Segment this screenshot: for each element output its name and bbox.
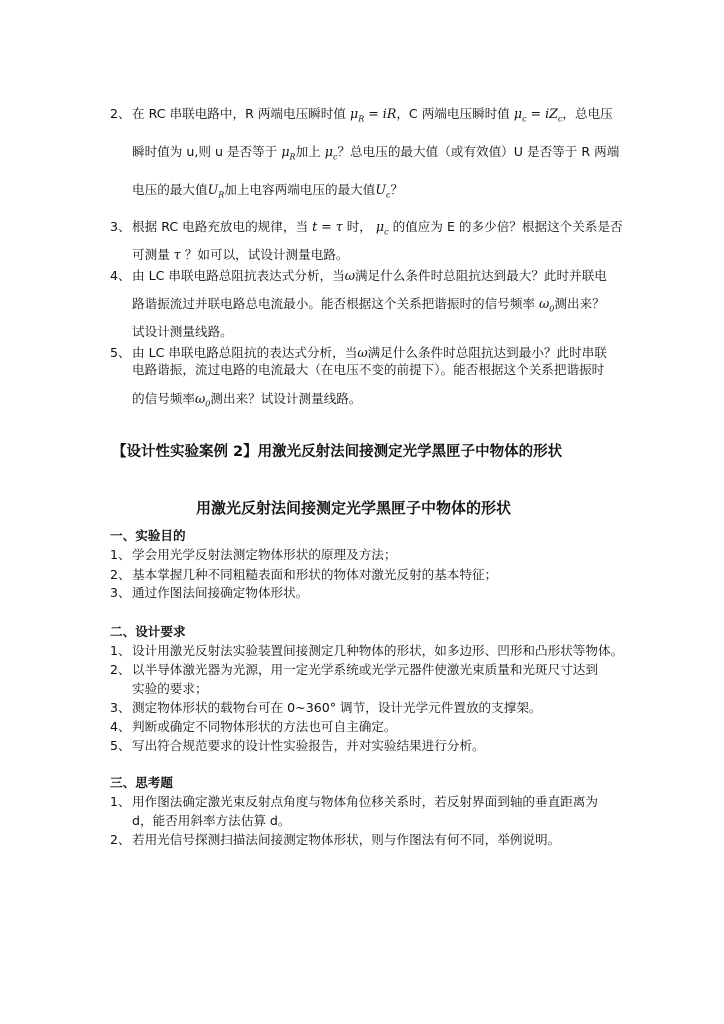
question-5-line-2 bbox=[132, 362, 604, 378]
item-text: 基本掌握几种不同粗糙表面和形状的物体对激光反射的基本特征； bbox=[132, 567, 498, 582]
question-5-line-1 bbox=[110, 345, 607, 361]
question-text: 电路谐振，流过电路的电流最大（在电压不变的前提下）。能否根据这个关系把谐振时 bbox=[132, 362, 605, 377]
formula-omega0: $\omega_0$ bbox=[194, 391, 211, 409]
section-heading-requirements: 二、设计要求 bbox=[110, 624, 186, 639]
question-number: 5、 bbox=[110, 345, 131, 360]
question-text: 的信号频率 bbox=[132, 391, 195, 406]
question-text: ，总电压 bbox=[562, 106, 613, 121]
question-4-line-2 bbox=[132, 296, 605, 318]
list-item-continuation: 实验的要求； bbox=[132, 681, 208, 696]
question-text: 根据 RC 电路充放电的规律，当 bbox=[132, 219, 309, 234]
question-2-line-1 bbox=[110, 106, 613, 128]
question-text: 瞬时值为 u,则 u 是否等于 bbox=[132, 144, 278, 159]
question-text: 电压的最大值 bbox=[132, 182, 208, 197]
page-title: 用激光反射法间接测定光学黑匣子中物体的形状 bbox=[196, 499, 512, 517]
question-3-line-2 bbox=[132, 247, 349, 263]
question-3-line-1 bbox=[110, 219, 623, 241]
item-number: 3、 bbox=[110, 585, 131, 600]
item-text: 学会用光学反射法测定物体形状的原理及方法； bbox=[132, 547, 397, 562]
question-number: 3、 bbox=[110, 219, 131, 234]
formula-uc: $\mu_c$ bbox=[324, 144, 338, 162]
item-text: 若用光信号探测扫描法间接测定物体形状，则与作图法有何不同，举例说明。 bbox=[132, 832, 561, 847]
item-number: 1、 bbox=[110, 547, 131, 562]
formula-uR: $\mu_R$ bbox=[281, 144, 296, 162]
question-text: 可测量 bbox=[132, 247, 170, 262]
item-text: 以半导体激光器为光源，用一定光学系统或光学元器件使激光束质量和光斑尺寸达到 bbox=[132, 662, 598, 677]
item-text: 判断或确定不同物体形状的方法也可自主确定。 bbox=[132, 719, 397, 734]
question-text: ，C 两端电压瞬时值 bbox=[396, 106, 510, 121]
list-item bbox=[110, 738, 485, 754]
item-text: 通过作图法间接确定物体形状。 bbox=[132, 585, 309, 600]
item-number: 2、 bbox=[110, 832, 131, 847]
formula-t-tau: t = τ bbox=[312, 219, 343, 234]
list-item bbox=[110, 643, 623, 659]
list-item bbox=[110, 585, 308, 601]
question-2-line-2 bbox=[132, 144, 619, 166]
question-text: 由 LC 串联电路总阻抗的表达式分析，当 bbox=[132, 345, 358, 360]
list-item bbox=[110, 662, 598, 678]
list-item bbox=[110, 794, 598, 810]
formula-omega: ω bbox=[357, 345, 368, 360]
item-number: 3、 bbox=[110, 700, 131, 715]
question-text: 满足什么条件时总阻抗达到最小？此时串联 bbox=[367, 345, 607, 360]
question-text: 时， bbox=[346, 219, 372, 234]
list-item bbox=[110, 567, 497, 583]
question-text: 路谐振流过并联电路总电流最小。能否根据这个关系把谐振时的信号频率 bbox=[132, 296, 535, 311]
item-number: 2、 bbox=[110, 662, 131, 677]
item-number: 1、 bbox=[110, 794, 131, 809]
question-text: ？ bbox=[390, 182, 404, 197]
list-item bbox=[110, 719, 396, 735]
question-text: 测出来？试设计测量线路。 bbox=[210, 391, 362, 406]
item-text: 写出符合规范要求的设计性实验报告，并对实验结果进行分析。 bbox=[132, 738, 485, 753]
item-text: 用作图法确定激光束反射点角度与物体角位移关系时，若反射界面到轴的垂直距离为 bbox=[132, 794, 598, 809]
question-text: 满足什么条件时总阻抗达到最大？此时并联电 bbox=[355, 268, 607, 283]
formula-uR: $\mu_R$ = iR bbox=[350, 106, 397, 124]
section-heading-thinking: 三、思考题 bbox=[110, 775, 173, 790]
question-text: 试设计测量线路。 bbox=[132, 324, 233, 339]
item-text: 测定物体形状的载物台可在 0~360° 调节，设计光学元件置放的支撑架。 bbox=[132, 700, 542, 715]
case-title: 【设计性实验案例 2】用激光反射法间接测定光学黑匣子中物体的形状 bbox=[112, 444, 563, 460]
formula-uc: $\mu_c = iZ_c$ bbox=[513, 106, 563, 124]
list-item-continuation: d，能否用斜率方法估算 d。 bbox=[132, 813, 291, 828]
section-heading-purpose: 一、实验目的 bbox=[110, 528, 186, 543]
list-item bbox=[110, 547, 396, 563]
question-4-line-1 bbox=[110, 268, 607, 284]
item-number: 4、 bbox=[110, 719, 131, 734]
question-text: 测出来？ bbox=[554, 296, 605, 311]
question-text: ？总电压的最大值（或有效值）U 是否等于 R 两端 bbox=[337, 144, 620, 159]
question-text: 的值应为 E 的多少倍？根据这个关系是否 bbox=[392, 219, 623, 234]
item-number: 2、 bbox=[110, 567, 131, 582]
formula-UR: $U_R$ bbox=[207, 182, 225, 200]
formula-omega0: $\omega_0$ bbox=[539, 296, 555, 314]
question-number: 2、 bbox=[110, 106, 131, 121]
question-5-line-3 bbox=[132, 391, 361, 413]
question-number: 4、 bbox=[110, 268, 131, 283]
formula-Uc: $U_c$ bbox=[375, 182, 391, 200]
question-4-line-3 bbox=[132, 324, 233, 340]
question-2-line-3 bbox=[132, 182, 403, 204]
question-text: 由 LC 串联电路总阻抗表达式分析，当 bbox=[132, 268, 345, 283]
item-number: 5、 bbox=[110, 738, 131, 753]
question-text: 加上电容两端电压的最大值 bbox=[224, 182, 376, 197]
question-text: 加上 bbox=[295, 144, 321, 159]
formula-omega: ω bbox=[344, 268, 356, 283]
list-item bbox=[110, 832, 560, 848]
list-item bbox=[110, 700, 542, 716]
item-number: 1、 bbox=[110, 643, 131, 658]
formula-tau: τ bbox=[173, 247, 181, 262]
item-text: 设计用激光反射法实验装置间接测定几种物体的形状，如多边形、凹形和凸形状等物体。 bbox=[132, 643, 624, 658]
question-text: ？如可以，试设计测量电路。 bbox=[184, 247, 349, 262]
formula-uc: $\mu_c$ bbox=[375, 219, 389, 237]
question-text: 在 RC 串联电路中，R 两端电压瞬时值 bbox=[132, 106, 346, 121]
